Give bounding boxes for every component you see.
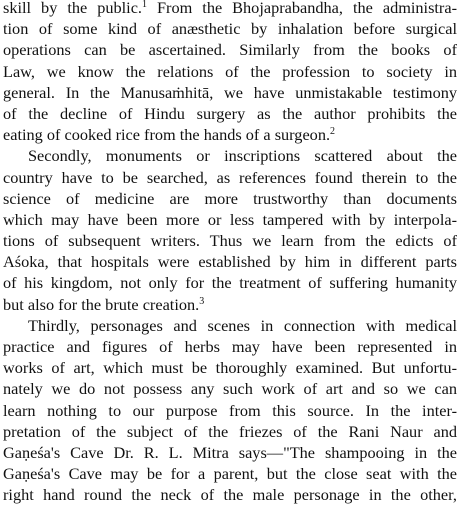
text-line: Secondly, monuments or inscriptions scattered about the xyxy=(28,146,457,166)
text-line: Gaṇeśa's Cave Dr. R. L. Mitra says—"The shampooing in the xyxy=(3,442,457,462)
text-line: right hand round the neck of the male personage in the other, xyxy=(3,485,457,505)
text-line: Law, we know the relations of the profession to society in xyxy=(3,61,457,81)
text-line: which may have been more or less tampered with by interpola- xyxy=(3,209,457,229)
text-line: of the decline of Hindu surgery as the author prohibits the xyxy=(3,103,457,123)
footnote-ref: 1 xyxy=(142,0,147,10)
text-line: works of art, which must be thoroughly examined. But unfortu- xyxy=(3,358,457,378)
text-line: of his kingdom, not only for the treatment of suffering humanity xyxy=(3,273,457,293)
text-line: practice and figures of herbs may have been represented in xyxy=(3,337,457,356)
paragraph xyxy=(3,0,457,145)
text-line: operations can be ascertained. Similarly from the books of xyxy=(3,40,457,60)
text-line: learn nothing to our purpose from this source. In the inter- xyxy=(3,400,457,420)
text-line: pretation of the subject of the friezes of the Rani Naur and xyxy=(3,421,457,441)
text-line: country have to be searched, as references found therein to the xyxy=(3,167,457,187)
text-line: nately we do not possess any such work of art and so we can xyxy=(3,379,457,399)
text-line: tion of some kind of anæsthetic by inhalation before surgical xyxy=(3,19,457,39)
text-line: eating of cooked rice from the hands of a surgeon.$^2$ xyxy=(3,125,336,145)
text-line: Aśoka, that hospitals were established by him in different parts xyxy=(3,252,457,272)
footnote-ref: 3 xyxy=(199,295,205,307)
text-line: Gaṇeśa's Cave may be for a parent, but the close seat with the xyxy=(3,464,457,484)
text-line: tions of subsequent writers. Thus we learn from the edicts of xyxy=(3,231,457,251)
footnote-ref: 2 xyxy=(330,126,336,138)
text-line: science of medicine are more trustworthy than documents xyxy=(3,188,457,208)
paragraph xyxy=(3,145,457,315)
paragraph xyxy=(3,315,457,506)
text-line: Thirdly, personages and scenes in connection with medical xyxy=(28,315,457,335)
text-line: general. In the Manusaṁhitā, we have unmistakable testimony xyxy=(3,82,457,102)
text-line: skill by the public.$^1$ From the Bhojaprabandha, the administra- xyxy=(3,0,457,17)
text-line: but also for the brute creation.$^3$ xyxy=(3,294,205,314)
